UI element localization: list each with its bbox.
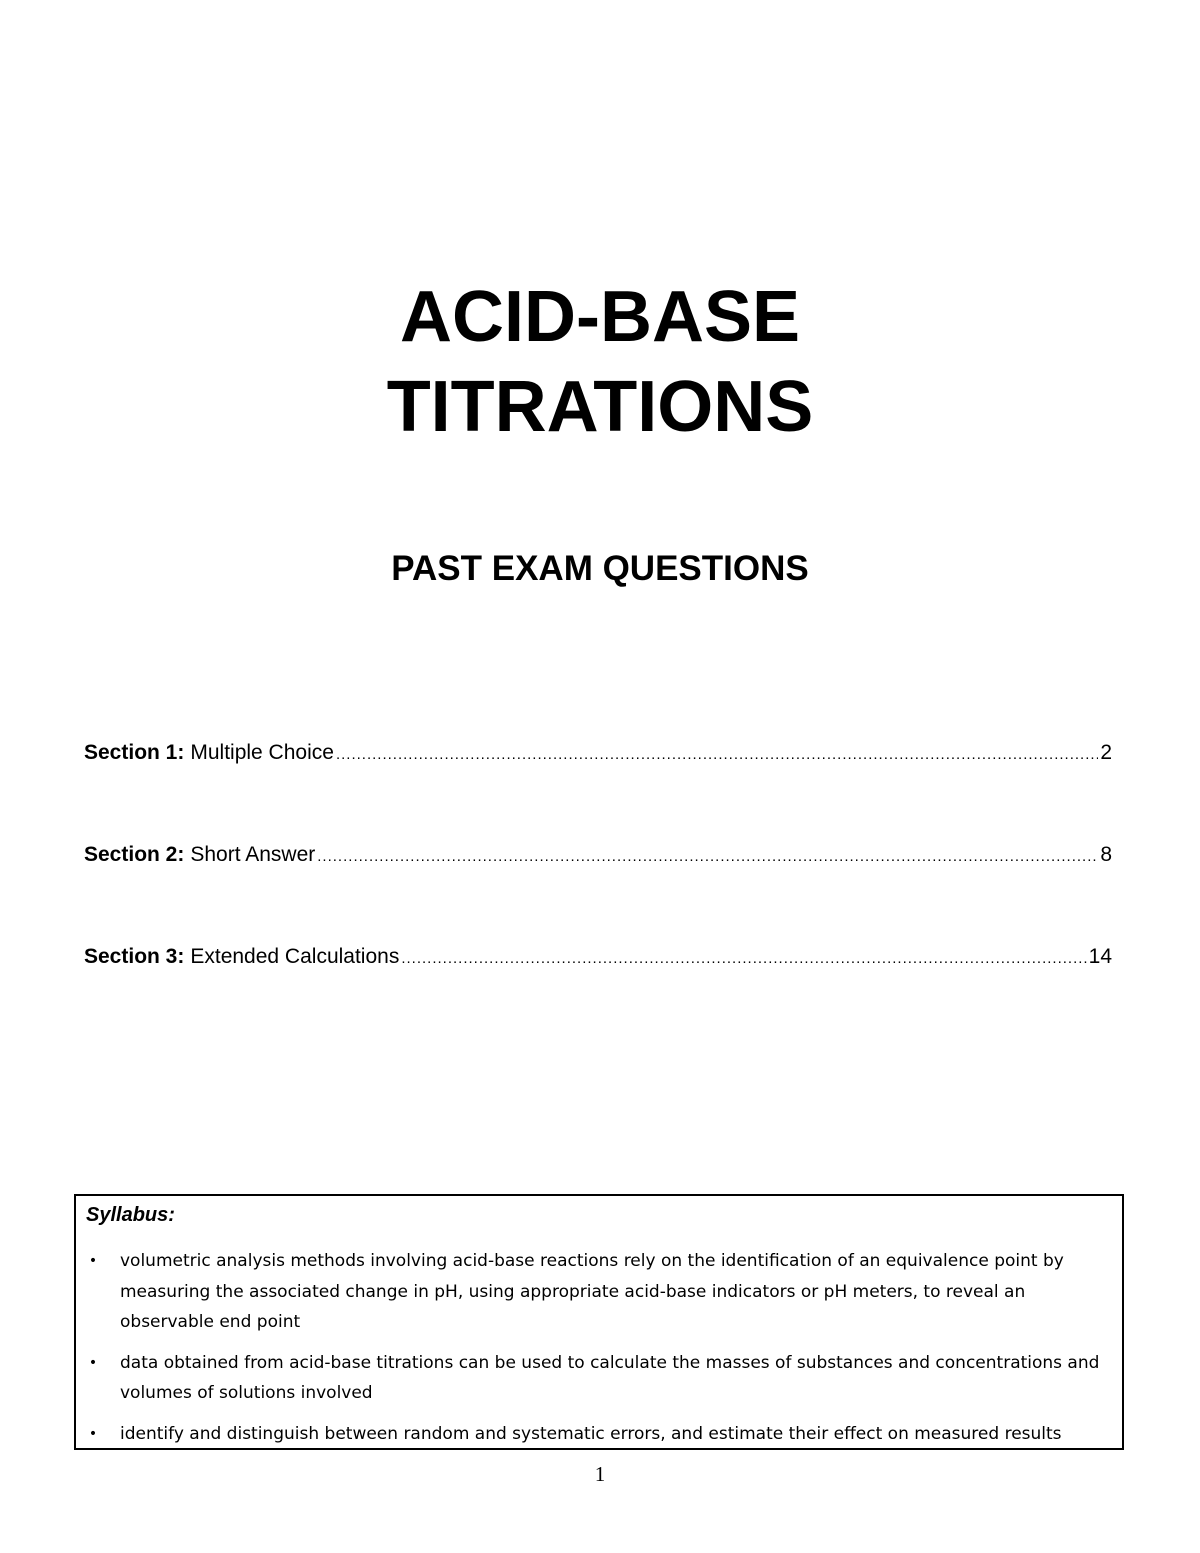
syllabus-box	[74, 1194, 1124, 1450]
bullet-icon: •	[88, 1425, 98, 1442]
syllabus-item	[76, 1246, 1122, 1338]
toc-entry-section-2[interactable]	[84, 840, 1112, 870]
toc-section-label: Section 2:	[84, 843, 185, 866]
toc-section-name: Extended Calculations	[190, 945, 400, 968]
syllabus-item	[76, 1348, 1122, 1409]
syllabus-item-text: volumetric analysis methods involving acid-base reactions rely on the identification of an equivalence point by measuring the associated change in pH, using appropriate acid-base indicators or pH meters, to reveal an observable end point	[120, 1251, 1064, 1332]
document-title	[0, 272, 1200, 452]
syllabus-item-text: data obtained from acid-base titrations can be used to calculate the masses of substances and concentrations and volumes of solutions involved	[120, 1352, 1100, 1403]
toc-section-name: Short Answer	[190, 843, 316, 866]
toc-section-label: Section 3:	[84, 945, 185, 968]
toc-page-number: 8	[1100, 843, 1112, 866]
syllabus-heading: Syllabus:	[86, 1204, 175, 1226]
toc-page-number: 2	[1100, 741, 1112, 764]
toc-dot-leader	[317, 842, 1098, 870]
title-line-2: TITRATIONS	[386, 367, 814, 447]
page-number: 1	[594, 1462, 606, 1486]
syllabus-item	[76, 1419, 1122, 1450]
syllabus-list	[76, 1246, 1122, 1459]
syllabus-item-text: identify and distinguish between random and systematic errors, and estimate their effect on measured results	[120, 1423, 1062, 1444]
toc-section-label: Section 1:	[84, 741, 185, 764]
title-line-1: ACID-BASE	[399, 277, 800, 357]
toc-page-number: 14	[1088, 945, 1112, 968]
toc-dot-leader	[336, 740, 1098, 768]
document-subtitle: PAST EXAM QUESTIONS	[391, 549, 809, 588]
toc-section-name: Multiple Choice	[190, 741, 334, 764]
bullet-icon: •	[88, 1354, 98, 1371]
toc-entry-section-1[interactable]	[84, 738, 1112, 768]
bullet-icon: •	[88, 1253, 98, 1269]
toc-entry-section-3[interactable]	[84, 942, 1112, 972]
toc-dot-leader	[401, 944, 1086, 972]
